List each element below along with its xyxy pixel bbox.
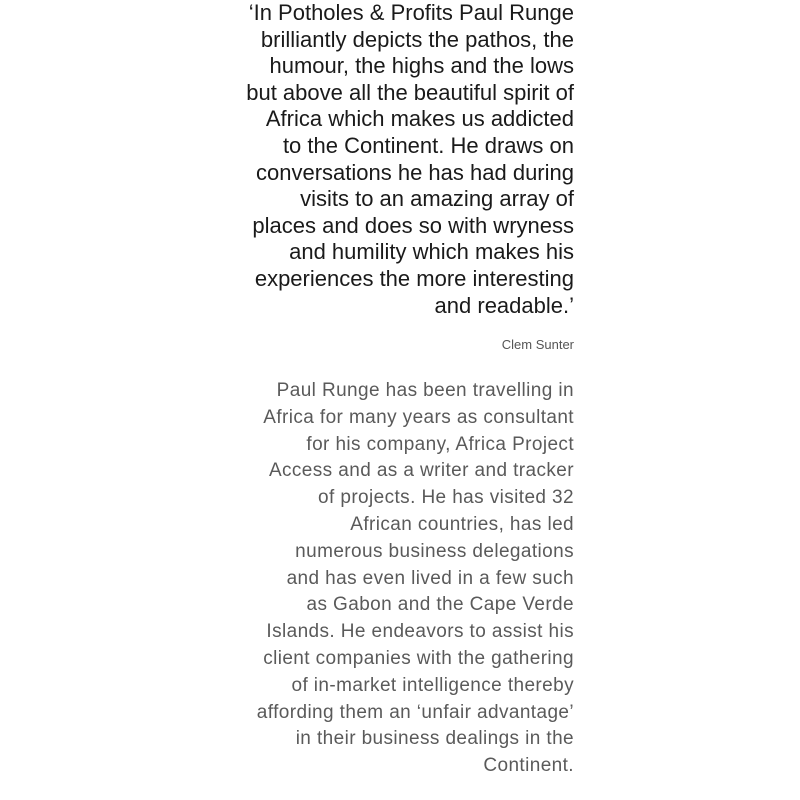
bio-line: client companies with the gathering bbox=[263, 647, 574, 669]
bio-line: Paul Runge has been travelling in bbox=[276, 380, 574, 401]
quote-line: humour, the highs and the lows bbox=[269, 53, 574, 79]
bio-line: as Gabon and the Cape Verde bbox=[306, 594, 574, 616]
author-biography bbox=[174, 378, 574, 780]
quote-line: to the Continent. He draws on bbox=[282, 132, 574, 158]
quote-line: but above all the beautiful spirit of bbox=[246, 79, 574, 105]
bio-line: of in-market intelligence thereby bbox=[291, 674, 574, 696]
endorsement-quote bbox=[174, 0, 574, 319]
quote-line: visits to an amazing array of bbox=[300, 186, 574, 212]
quote-attribution: Clem Sunter bbox=[501, 337, 574, 352]
quote-line: conversations he has had during bbox=[256, 159, 574, 185]
bio-line: Continent. bbox=[483, 755, 574, 777]
bio-line: Africa for many years as consultant bbox=[263, 406, 574, 428]
quote-line: ‘In Potholes & Profits Paul Runge bbox=[248, 0, 574, 25]
bio-line: in their business dealings in the bbox=[295, 728, 574, 750]
bio-line: Islands. He endeavors to assist his bbox=[266, 621, 574, 643]
quote-line: and readable.’ bbox=[434, 292, 574, 318]
bio-line: African countries, has led bbox=[350, 513, 574, 535]
quote-line: experiences the more interesting bbox=[254, 265, 574, 291]
bio-line: of projects. He has visited 32 bbox=[318, 487, 574, 509]
bio-line: for his company, Africa Project bbox=[306, 433, 574, 455]
bio-line: numerous business delegations bbox=[295, 540, 574, 562]
quote-line: places and does so with wryness bbox=[252, 212, 574, 238]
quote-line: brilliantly depicts the pathos, the bbox=[260, 26, 574, 52]
quote-line: Africa which makes us addicted bbox=[265, 106, 574, 132]
bio-line: affording them an ‘unfair advantage’ bbox=[256, 701, 574, 723]
quote-line: and humility which makes his bbox=[289, 239, 574, 265]
bio-line: Access and as a writer and tracker bbox=[268, 460, 574, 482]
bio-line: and has even lived in a few such bbox=[286, 567, 574, 589]
